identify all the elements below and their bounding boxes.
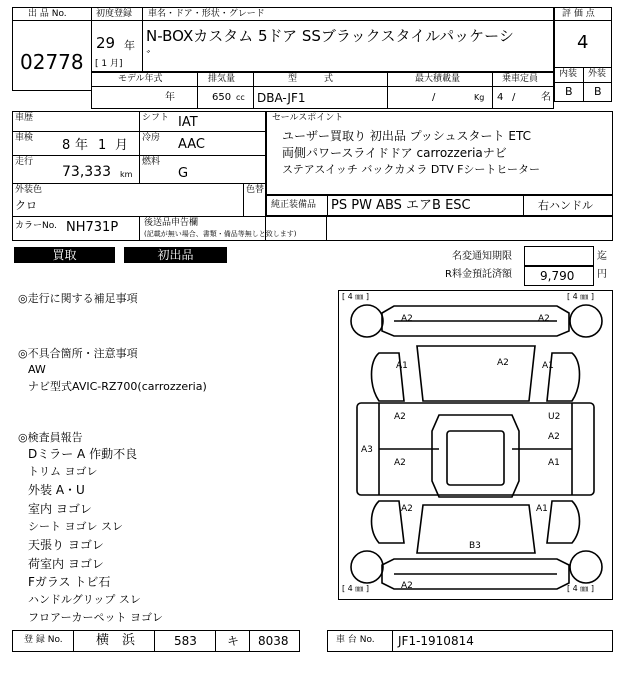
inspector-item: 天張り ヨゴレ bbox=[28, 538, 104, 552]
mark-fender-left: A1 bbox=[396, 361, 408, 371]
capacity-unit: 名 bbox=[541, 92, 551, 103]
registration-class: 583 bbox=[174, 634, 197, 648]
mark-front-bumper-left: A2 bbox=[401, 314, 413, 324]
tag-first-listing: 初出品 bbox=[124, 247, 227, 263]
exterior-color-label: 外装色 bbox=[15, 185, 43, 195]
inspector-item: ハンドルグリップ スレ bbox=[28, 593, 141, 606]
shift-value: IAT bbox=[178, 115, 198, 130]
mileage-value: 73,333 bbox=[62, 164, 111, 180]
steering-value: 右ハンドル bbox=[538, 199, 593, 212]
name-change-box bbox=[524, 246, 594, 266]
mark-rear-bumper: A2 bbox=[401, 581, 413, 591]
type-label: 型 式 bbox=[288, 74, 334, 84]
inspector-item: Fガラス トビ石 bbox=[28, 575, 111, 589]
color-no-label: カラーNo. bbox=[15, 221, 57, 231]
registration-label: 登 録 No. bbox=[24, 635, 63, 645]
sales-line-3: ステアスイッチ バックカメラ DTV Fシートヒーター bbox=[282, 163, 540, 176]
quarter-left-outline bbox=[372, 501, 405, 543]
displacement-unit: cc bbox=[236, 93, 245, 102]
recycle-unit: 円 bbox=[597, 269, 607, 280]
inspector-item: フロアーカーペット ヨゴレ bbox=[28, 611, 163, 624]
exterior-grade: B bbox=[594, 85, 602, 98]
displacement-label: 排気量 bbox=[208, 74, 236, 84]
recycle-value: 9,790 bbox=[540, 269, 575, 283]
roof-outline bbox=[447, 431, 504, 485]
inspector-item: Dミラー A 作動不良 bbox=[28, 447, 138, 461]
lot-number: 02778 bbox=[20, 50, 84, 74]
max-load-unit: Kg bbox=[474, 93, 485, 102]
registration-number: 8038 bbox=[258, 634, 289, 648]
lot-label: 出 品 No. bbox=[28, 9, 67, 19]
exterior-color-value: クロ bbox=[15, 199, 37, 212]
mark-rear-door-right: A1 bbox=[548, 458, 560, 468]
car-name-cont: ゛ bbox=[146, 50, 160, 65]
car-outline-svg bbox=[339, 291, 612, 599]
inspector-item: 室内 ヨゴレ bbox=[28, 502, 92, 516]
max-load-label: 最大積載量 bbox=[415, 74, 461, 84]
sales-line-1: ユーザー買取り 初出品 プッシュスタート ETC bbox=[282, 129, 531, 143]
tire-depth-rear-right: [ 4 ㎜ ] bbox=[567, 584, 594, 593]
registration-kana: キ bbox=[227, 634, 240, 648]
defect-item: ナビ型式AVIC-RZ700(carrozzeria) bbox=[28, 380, 207, 393]
model-year-unit: 年 bbox=[165, 92, 175, 103]
shift-label: シフト bbox=[142, 113, 170, 123]
mark-front-door-left: A2 bbox=[394, 412, 406, 422]
recycle-label: R料金預託済額 bbox=[445, 269, 512, 280]
equip-label: 純正装備品 bbox=[271, 200, 317, 210]
defects-label: ◎不具合箇所・注意事項 bbox=[18, 347, 138, 360]
first-reg-year-unit: 年 bbox=[124, 39, 135, 52]
defect-item: AW bbox=[28, 363, 46, 376]
driving-notes-label: ◎走行に関する補足事項 bbox=[18, 292, 138, 305]
car-name: N-BOXカスタム 5ドア SSブラックスタイルパッケーシ bbox=[146, 27, 514, 45]
mileage-label: 走行 bbox=[15, 157, 34, 167]
tire-depth-front-right: [ 4 ㎜ ] bbox=[567, 292, 594, 301]
shaken-month: 1 bbox=[98, 138, 107, 153]
inspector-item: トリム ヨゴレ bbox=[28, 465, 98, 478]
displacement-value: 650 bbox=[212, 92, 232, 103]
mark-front-door-right-a: A2 bbox=[548, 432, 560, 442]
capacity-label: 乗車定員 bbox=[502, 74, 539, 84]
first-reg-month: [ 1 月] bbox=[95, 59, 123, 69]
tire-depth-front-left: [ 4 ㎜ ] bbox=[342, 292, 369, 301]
wheel-rear-left bbox=[351, 551, 383, 583]
type-value: DBA-JF1 bbox=[257, 91, 306, 105]
mark-rear-door-left: A2 bbox=[394, 458, 406, 468]
mark-quarter-left: A2 bbox=[401, 504, 413, 514]
inspector-item: 外装 A・U bbox=[28, 483, 85, 497]
chassis-label: 車 台 No. bbox=[336, 635, 375, 645]
wheel-rear-right bbox=[570, 551, 602, 583]
interior-label: 内装 bbox=[559, 69, 578, 79]
inspector-item: シート ヨゴレ スレ bbox=[28, 520, 123, 533]
shaken-label: 車検 bbox=[15, 133, 34, 143]
cooling-value: AAC bbox=[178, 137, 205, 152]
interior-grade: B bbox=[565, 85, 573, 98]
shaken-year: 8 bbox=[62, 138, 71, 153]
inspector-label: ◎検査員報告 bbox=[18, 431, 83, 444]
mark-hood: A2 bbox=[497, 358, 509, 368]
score-label: 評 価 点 bbox=[562, 9, 595, 19]
color-change-label: 色替 bbox=[246, 185, 265, 195]
tag-buyback: 買取 bbox=[14, 247, 115, 263]
aftermarket-note: (記載が無い場合、書類・備品等無しと致します) bbox=[144, 230, 297, 238]
name-change-label: 名変通知期限 bbox=[452, 251, 512, 262]
hood-outline bbox=[417, 346, 535, 401]
sales-line-2: 両側パワースライドドア carrozzeriaナビ bbox=[282, 146, 507, 160]
car-name-label: 車名・ドア・形状・グレード bbox=[148, 9, 265, 19]
first-reg-year: 29 bbox=[96, 34, 116, 52]
mark-quarter-right: A1 bbox=[536, 504, 548, 514]
max-load-slash: / bbox=[432, 92, 436, 103]
exterior-label: 外装 bbox=[588, 69, 607, 79]
registration-area: 横 浜 bbox=[96, 633, 136, 648]
mileage-unit: km bbox=[120, 170, 133, 179]
inspector-item: 荷室内 ヨゴレ bbox=[28, 557, 104, 571]
aftermarket-label: 後送品申告欄 bbox=[144, 218, 199, 228]
fuel-value: G bbox=[178, 166, 189, 181]
chassis-number: JF1-1910814 bbox=[398, 634, 474, 648]
shaken-month-unit: 月 bbox=[115, 138, 129, 153]
color-no-value: NH731P bbox=[66, 220, 119, 235]
quarter-right-outline bbox=[547, 501, 580, 543]
sales-label: セールスポイント bbox=[272, 113, 344, 123]
capacity-slash: / bbox=[512, 92, 516, 103]
cooling-label: 冷房 bbox=[142, 133, 161, 143]
fuel-label: 燃料 bbox=[142, 157, 161, 167]
car-diagram bbox=[338, 290, 613, 600]
shaken-year-unit: 年 bbox=[75, 138, 89, 153]
wheel-front-right bbox=[570, 305, 602, 337]
equip-value: PS PW ABS エアB ESC bbox=[331, 198, 471, 213]
score-value: 4 bbox=[577, 32, 589, 53]
name-change-unit: 迄 bbox=[597, 251, 607, 262]
tire-depth-rear-left: [ 4 ㎜ ] bbox=[342, 584, 369, 593]
mark-side-left: A3 bbox=[361, 445, 373, 455]
capacity-value: 4 bbox=[497, 92, 504, 103]
first-reg-label: 初度登録 bbox=[96, 9, 133, 19]
history-label: 車歴 bbox=[15, 113, 34, 123]
mark-rear-gate: B3 bbox=[469, 541, 481, 551]
mark-fender-right: A1 bbox=[542, 361, 554, 371]
mark-front-door-right-u: U2 bbox=[548, 412, 561, 422]
wheel-front-left bbox=[351, 305, 383, 337]
model-year-label: モデル年式 bbox=[118, 74, 163, 84]
mark-front-bumper-right: A2 bbox=[538, 314, 550, 324]
